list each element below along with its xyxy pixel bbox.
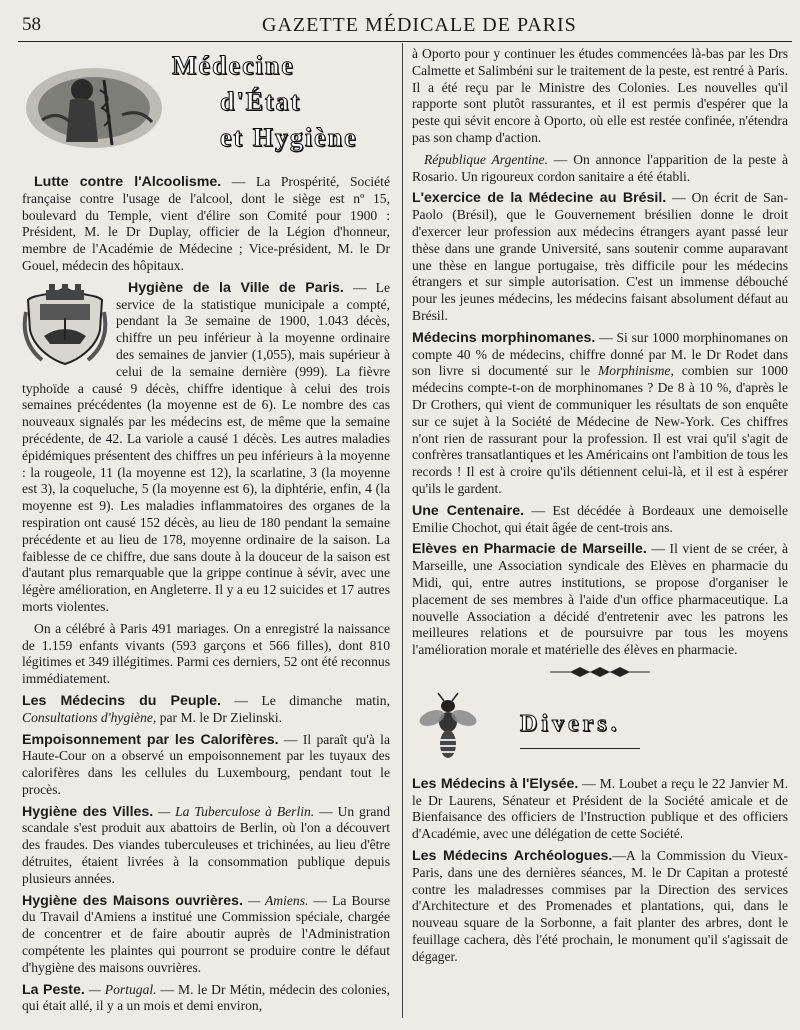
hermes-vignette-icon: [22, 50, 167, 160]
article-body: — Le dimanche matin,: [220, 692, 390, 708]
article-italic: — Portugal.: [84, 981, 157, 997]
article-heading: Les Médecins Archéologues.: [412, 848, 613, 865]
banner-word-medecine: Médecine: [172, 51, 295, 80]
ornament-divider-icon: [545, 664, 655, 680]
article-bresil: [412, 190, 788, 324]
banner-word-divers: Divers.: [520, 710, 621, 737]
article-heading: Lutte contre l'Alcoolisme.: [34, 174, 222, 190]
article-peste: [22, 982, 390, 1016]
article-body: — Il vient de se créer, à Marseille, une Association syndicale des Elèves en pharmacie du Midi, qui, entre autres institutions, se propose d'organiser le placement de ses membres à l'aide d'un office pharmaceutique. La nouvelle Association a décidé d'entretenir avec les patrons les meilleures relations et de poursuivre par tous les moyens l'amélioration morale et matérielle des élèves en pharmacie.: [412, 541, 788, 658]
article-body: — On écrit de San-Paolo (Brésil), que le Gouvernement brésilien donne le droit d'exercer leur profession aux médecins étrangers ayant passé leur thèse dans une grande Université, sans soutenir comme auparavant une thèse en langue portugaise, très difficile pour les médecins étrangers et sur simple autorisation. C'est un immense débouché pour les jeunes médecins, les médecins faisant absolument défaut au Brésil.: [412, 190, 788, 323]
article-body: — Le service de la statistique municipale a compté, pendant la 3e semaine de 1900, 1.043 décès, chiffre un peu inférieur à la moyenne ordinaire des semaines de janvier (1,055), mais supérieur à celui de la semaine dernière (999). La fièvre typhoïde a causé 9 décès, chiffre identique à celui des trois semaines précédentes (la moyenne est de 6). Le nombre des cas nouveaux signalés par les médecins est, de même que la semaine précédente, de 42. La variole a causé 1 décès. Les autres maladies épidémiques présentent des chiffres un peu inférieurs à la moyenne : la rougeole, 11 (la moyenne est 12), la scarlatine, 3 (la moyenne est 3), la coqueluche, 5 (la moyenne est 6), la diphtérie, enfin, 4 (la moyenne est 9). Les maladies inflammatoires des organes de la respiration ont causé 152 décès, au lieu de 180 pendant la semaine précédente et au lieu de 178, moyenne ordinaire de la saison. La faiblesse de ce chiffre, due sans doute à la douceur de la saison est d'autant plus remarquable que la grippe continue à sévir, avec une légère amélioration, en Angleterre. Il y a eu 12 suicides et 17 autres morts violentes.: [22, 279, 391, 614]
article-heading: Elèves en Pharmacie de Marseille.: [412, 541, 647, 558]
article-body: —A la Commission du Vieux-Paris, dans une des dernières séances, M. le Dr Capitan a protesté contre les maladresses commises par la Direction des services d'Architecture et des Promenades et plantations, qui, dans le nouveau square de la Sorbonne, a fait planter des arbres, dont le feuillage cachera, dès l'été prochain, le monument qu'il s'agissait de dégager.: [412, 848, 788, 964]
article-hygiene-villes: [22, 804, 390, 888]
article-heading: Les Médecins à l'Elysée.: [412, 775, 579, 792]
header-rule: [18, 41, 792, 42]
right-column: [412, 46, 788, 971]
article-medecins-elysee: [412, 776, 788, 843]
article-italic: République Argentine.: [424, 151, 548, 167]
banner-underline: [520, 748, 640, 749]
article-morphinomanes: [412, 330, 788, 498]
article-heading: L'exercice de la Médecine au Brésil.: [412, 190, 667, 207]
article-body: — M. le Dr Métin, médecin des colonies, qui était allé, il y a un mois et demi environ,: [22, 981, 390, 1014]
article-heading: Une Centenaire.: [412, 502, 525, 519]
article-argentine: [412, 152, 788, 186]
left-column: [22, 46, 390, 1020]
article-hygiene-paris: [22, 280, 390, 616]
article-body: — Il paraît qu'à la Haute-Cour on a observé un empoisonnement par les tuyaux des calorifères dans les cellules du Luxembourg, pendant tout le procès.: [22, 731, 390, 797]
article-body: — Un grand scandale s'est produit aux abattoirs de Berlin, où l'on a découvert des fraudes. Des viandes tuberculeuses et trichinées, au lieu d'être détruites, étaient livrées à la consommation publique depuis plusieurs années.: [22, 803, 391, 886]
article-heading: Hygiène des Maisons ouvrières.: [22, 892, 244, 909]
article-body-tail: combien sur 1000 médecins compte-t-on de morphinomanes ? De 8 à 10 %, d'après le Dr Crothers, qui vient de communiquer les résultats de son enquête sur ce sujet à la Société de Médecine de New-York. Ces chiffres n'ont rien de rassurant pour la profession. Il est vrai qu'il s'agit de confrères transatlantiques et les Américains ont l'ambition de tous les records ! Il est à croire qu'ils détiennent celui-là, et il est à espérer qu'ils le gardent.: [412, 363, 788, 496]
banner-word-etat: d'État: [220, 87, 302, 116]
article-body-tail: par M. le Dr Zielinski.: [156, 709, 283, 725]
page-number: 58: [22, 14, 41, 35]
article-heading: Hygiène des Villes.: [22, 803, 154, 820]
article-medecins-peuple: [22, 693, 390, 727]
article-caloriferes: [22, 732, 390, 799]
article-hygiene-paris-naissances: [22, 621, 390, 688]
page-header: [0, 0, 800, 40]
section-banner-medecine-etat: [22, 46, 390, 170]
article-italic: — Amiens.: [243, 892, 309, 908]
article-body: On a célébré à Paris 491 mariages. On a enregistré la naissance de 1.159 enfants vivants (593 garçons et 566 filles), dont 810 légitimes et 349 illégitimes. Parmi ces derniers, 52 ont été reconnus immédiatement.: [22, 620, 390, 687]
article-body: — Si sur 1000 morphinomanes on compte 40 % de médecins, chiffre donné par M. le Dr Rodet dans son livre si documenté sur le: [412, 329, 789, 379]
bee-icon: [418, 692, 478, 762]
article-heading: Les Médecins du Peuple.: [22, 692, 221, 709]
article-heading: La Peste.: [22, 981, 85, 998]
article-body: — La Prospérité, Société française contre l'usage de l'alcool, dont le siège est nº 15, boulevard du Temple, vient d'élire son Comité pour 1900 : Président, M. le Dr Duplay, officier de la Légion d'honneur, membre de l'Académie de Médecine ; Vice-président, M. le Dr Gouel, médecin des hôpitaux.: [22, 174, 390, 273]
article-body: — On annonce l'apparition de la peste à Rosario. Un rigoureux cordon sanitaire a été établi.: [412, 151, 788, 184]
article-medecins-archeologues: [412, 848, 788, 966]
section-banner-divers: [412, 690, 788, 770]
article-body: — La Bourse du Travail d'Amiens a institué une Commission spéciale, chargée de concentrer et de faire aboutir auprès de l'Administration compétente les plaintes qui pourront se produire contre le défaut d'hygiène des maisons ouvrières.: [22, 892, 390, 975]
paris-coat-of-arms-icon: [22, 282, 108, 368]
column-divider: [402, 43, 403, 1018]
article-eleves-pharmacie: [412, 541, 788, 659]
article-italic: Consultations d'hygiène,: [22, 709, 157, 725]
article-centenaire: [412, 503, 788, 537]
article-heading: Hygiène de la Ville de Paris.: [128, 279, 344, 296]
article-peste-continued: [412, 46, 788, 147]
article-alcoolisme: [22, 174, 390, 275]
article-heading: Médecins morphinomanes.: [412, 329, 596, 346]
ornament-divider: [412, 664, 788, 686]
article-italic: — La Tuberculose à Berlin.: [153, 803, 315, 819]
article-body: à Oporto pour y continuer les études commencées là-bas par les Drs Calmette et Salimbéni sur le traitement de la peste, est rentré à Paris. Il a été reçu par le Ministre des Colonies. Les nouvelles qu'il rapporte sont plutôt rassurantes, et il est permis d'espérer que la peste qui sévit encore à Oporto, où elle est restée confinée, n'étendra pas son champ d'action.: [412, 46, 788, 145]
article-italic: Morphinisme,: [597, 363, 674, 379]
article-heading: Empoisonnement par les Calorifères.: [22, 731, 279, 748]
article-maisons-ouvrieres: [22, 893, 390, 977]
journal-title: GAZETTE MÉDICALE DE PARIS: [262, 14, 577, 36]
banner-word-hygiene: et Hygiène: [220, 123, 358, 152]
article-body: — M. Loubet a reçu le 22 Janvier M. le Dr Laurens, Sénateur et Président de la Société amicale et de Bienfaisance des officiers de l'Instruction publique et des officiers d'Académie, avec une délégation de cette Société.: [412, 775, 788, 842]
article-body: — Est décédée à Bordeaux une demoiselle Emilie Chochot, qui était âgée de cent-trois ans.: [412, 502, 788, 535]
